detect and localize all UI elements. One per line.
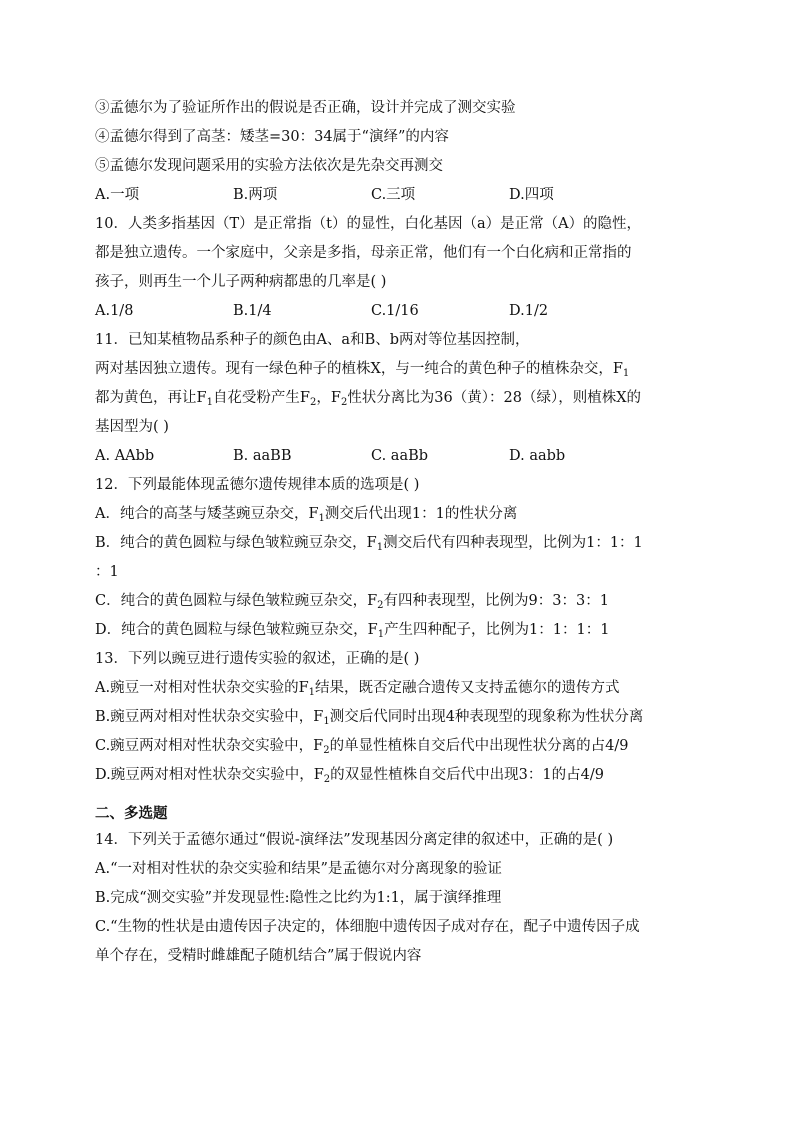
statement-4: ④孟德尔得到了高茎：矮茎=30：34属于“演绎”的内容 (95, 129, 449, 145)
q11-option-a: A. AAbb (95, 448, 155, 464)
q10-options (95, 297, 705, 326)
q10-stem-line-2: 都是独立遗传。一个家庭中，父亲是多指，母亲正常，他们有一个白化病和正常指的 (95, 245, 632, 261)
q12-stem: 12．下列最能体现孟德尔遗传规律本质的选项是( ) (95, 477, 420, 493)
q12-option-d: D．纯合的黄色圆粒与绿色皱粒豌豆杂交，$F_1$产生四种配子，比例为1：1：1：1 (95, 622, 610, 640)
q10-stem-line-1: 10．人类多指基因（T）是正常指（t）的显性，白化基因（a）是正常（A）的隐性， (95, 216, 642, 232)
q13-option-c: C.豌豆两对相对性状杂交实验中，$F_2$的单显性植株自交后代中出现性状分离的占4/9 (95, 738, 629, 756)
q12-option-a: A．纯合的高茎与矮茎豌豆杂交，$F_1$测交后代出现1：1的性状分离 (95, 506, 518, 524)
q10-stem-line-3: 孩子，则再生一个儿子两种病都患的几率是( ) (95, 274, 387, 290)
document-content (95, 94, 705, 971)
q10-option-a: A.1/8 (95, 303, 134, 319)
q13-option-d: D.豌豆两对相对性状杂交实验中，$F_2$的双显性植株自交后代中出现3：1的占4/9 (95, 767, 604, 785)
q11-stem-line-3: 都为黄色，再让$F_1$自花受粉产生$F_2$，$F_2$性状分离比为36（黄）：28（绿），则植株X的 (95, 390, 642, 408)
q12-option-b: B．纯合的黄色圆粒与绿色皱粒豌豆杂交，$F_1$测交后代有四种表现型，比例为1：1：1 (95, 535, 643, 553)
statement-3: ③孟德尔为了验证所作出的假说是否正确，设计并完成了测交实验 (95, 100, 516, 116)
q11-stem-line-2: 两对基因独立遗传。现有一绿色种子的植株X，与一纯合的黄色种子的植株杂交，$F_1$ (95, 361, 630, 379)
q9-options (95, 181, 705, 210)
q10-option-c: C.1/16 (371, 303, 419, 319)
q14-option-c-line-1: C.“生物的性状是由遗传因子决定的，体细胞中遗传因子成对存在，配子中遗传因子成 (95, 919, 640, 935)
q12-option-b-cont: ：1 (95, 564, 119, 580)
q13-option-b: B.豌豆两对相对性状杂交实验中，$F_1$测交后代同时出现4种表现型的现象称为性状分离 (95, 709, 644, 727)
q9-option-d: D.四项 (509, 187, 554, 203)
section-title-multiple-choice: 二、多选题 (95, 806, 168, 822)
q14-option-b: B.完成“测交实验”并发现显性:隐性之比约为1:1，属于演绎推理 (95, 890, 502, 906)
q10-option-b: B.1/4 (233, 303, 272, 319)
q11-option-c: C. aaBb (371, 448, 429, 464)
q12-option-c: C．纯合的黄色圆粒与绿色皱粒豌豆杂交，$F_2$有四种表现型，比例为9：3：3：1 (95, 593, 609, 611)
q11-stem-line-4: 基因型为( ) (95, 419, 169, 435)
q9-option-c: C.三项 (371, 187, 416, 203)
q13-option-a: A.豌豆一对相对性状杂交实验的$F_1$结果，既否定融合遗传又支持孟德尔的遗传方式 (95, 680, 620, 698)
q11-option-b: B. aaBB (233, 448, 292, 464)
q14-option-c-line-2: 单个存在，受精时雌雄配子随机结合”属于假说内容 (95, 948, 422, 964)
q11-option-d: D. aabb (509, 448, 566, 464)
q11-stem-line-1: 11．已知某植物品系种子的颜色由A、a和B、b两对等位基因控制， (95, 332, 530, 348)
q13-stem: 13．下列以豌豆进行遗传实验的叙述，正确的是( ) (95, 651, 420, 667)
q14-stem: 14．下列关于孟德尔通过“假说-演绎法”发现基因分离定律的叙述中，正确的是( ) (95, 832, 614, 848)
q11-options (95, 442, 705, 471)
q10-option-d: D.1/2 (509, 303, 549, 319)
statement-5: ⑤孟德尔发现问题采用的实验方法依次是先杂交再测交 (95, 158, 443, 174)
q9-option-a: A.一项 (95, 187, 140, 203)
q14-option-a: A.“一对相对性状的杂交实验和结果”是孟德尔对分离现象的验证 (95, 861, 502, 877)
q9-option-b: B.两项 (233, 187, 278, 203)
